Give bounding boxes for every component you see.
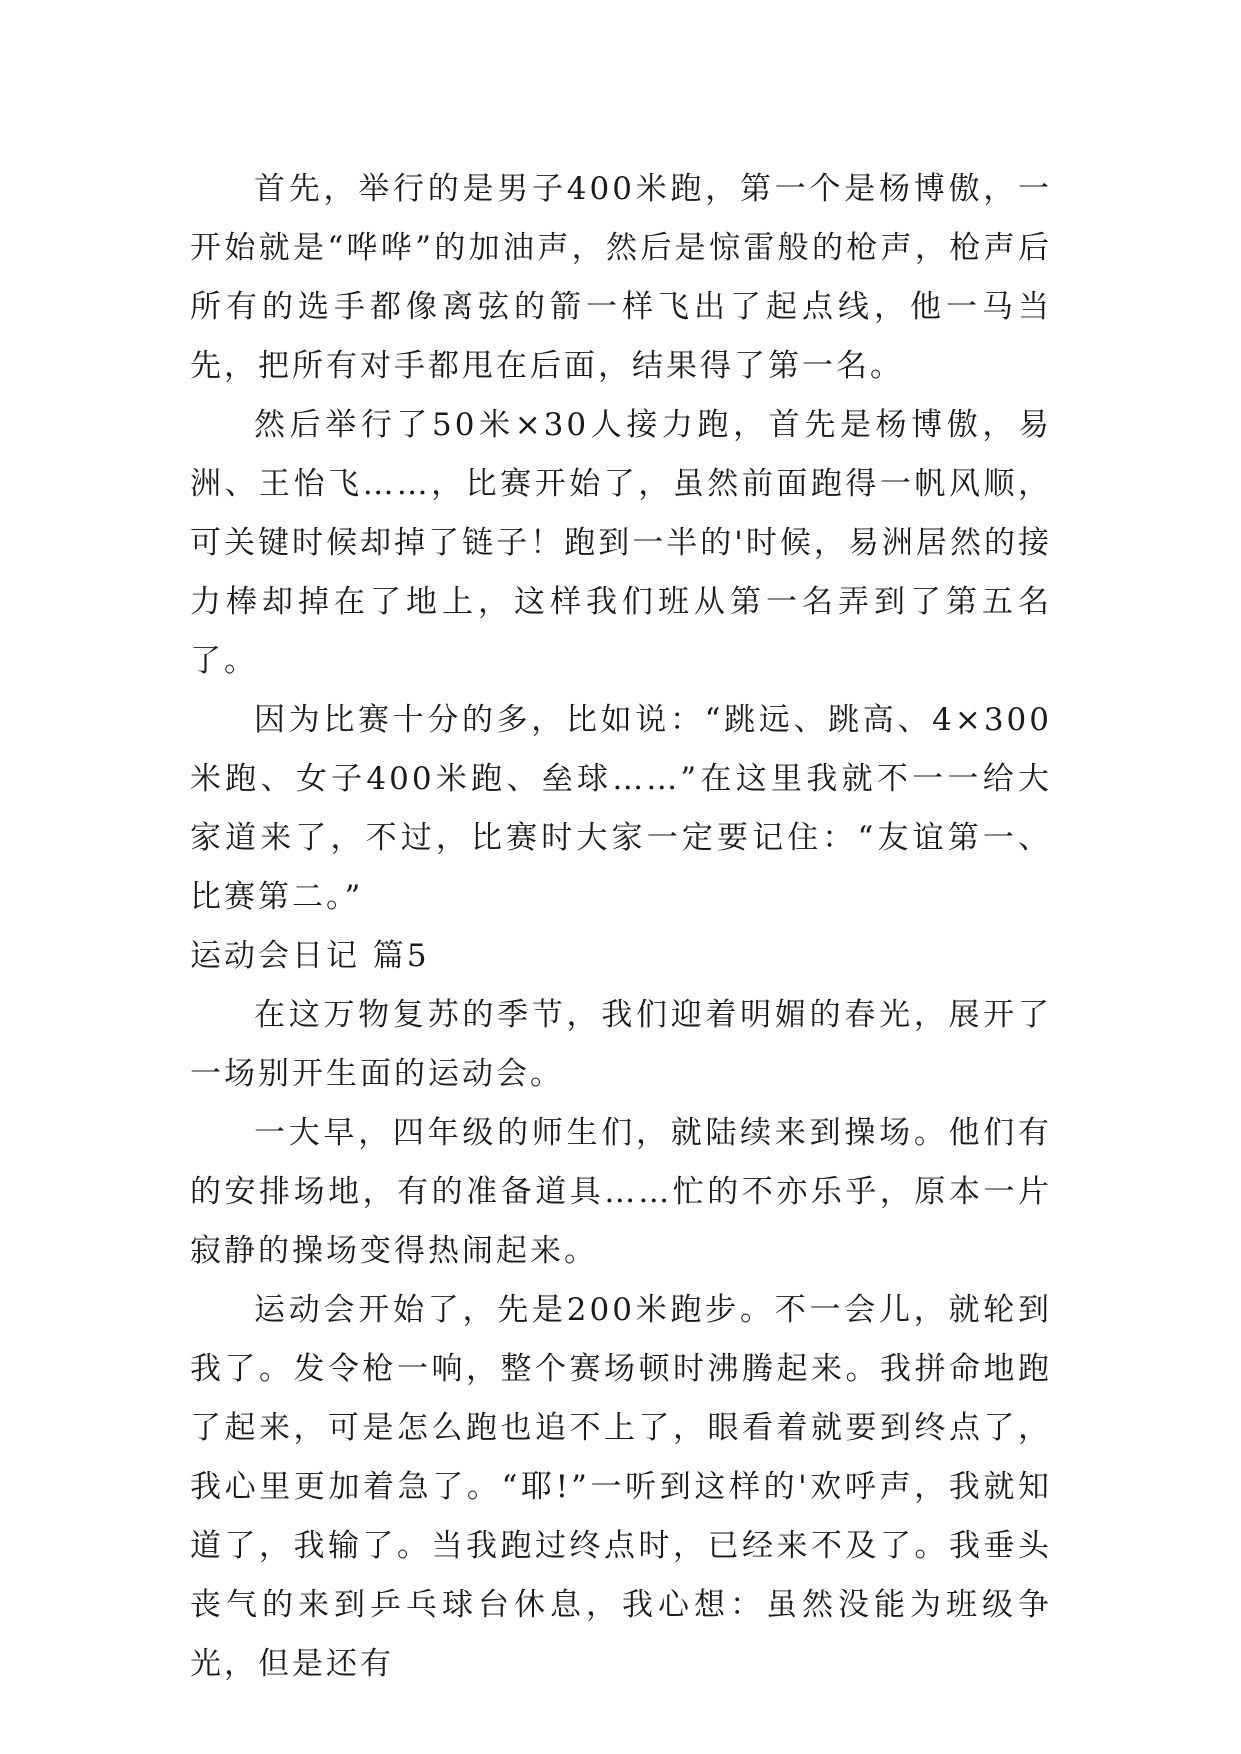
- paragraph-400m-race: 首先，举行的是男子400米跑，第一个是杨博傲，一开始就是“哗哗”的加油声，然后是惊雷般的枪声，枪声后所有的选手都像离弦的箭一样飞出了起点线，他一马当先，把所有对手都甩在后面，结果得了第一名。: [190, 171, 1052, 384]
- paragraph-morning-preparation: 一大早，四年级的师生们，就陆续来到操场。他们有的安排场地，有的准备道具……忙的不亦乐乎，原本一片寂静的操场变得热闹起来。: [190, 1115, 1052, 1269]
- paragraph-spring-intro: 在这万物复苏的季节，我们迎着明媚的春光，展开了一场别开生面的运动会。: [190, 997, 1052, 1092]
- paragraph-relay-race: 然后举行了50米×30人接力跑，首先是杨博傲，易洲、王怡飞……，比赛开始了，虽然前面跑得一帆风顺，可关键时候却掉了链子！跑到一半的'时候，易洲居然的接力棒却掉在了地上，这样我们班从第一名弄到了第五名了。: [190, 407, 1052, 679]
- section-heading: 运动会日记 篇5: [190, 938, 430, 974]
- paragraph-200m-race: 运动会开始了，先是200米跑步。不一会儿，就轮到我了。发令枪一响，整个赛场顿时沸腾起来。我拼命地跑了起来，可是怎么跑也追不上了，眼看着就要到终点了，我心里更加着急了。“耶!”一听到这样的'欢呼声，我就知道了，我输了。当我跑过终点时，已经来不及了。我垂头丧气的来到乒乓球台休息，我心想：虽然没能为班级争光，但是还有: [190, 1292, 1052, 1682]
- paragraph-other-events: 因为比赛十分的多，比如说：“跳远、跳高、4×300米跑、女子400米跑、垒球……”在这里我就不一一给大家道来了，不过，比赛时大家一定要记住：“友谊第一、比赛第二。”: [190, 702, 1052, 915]
- document-body: [190, 160, 1052, 1694]
